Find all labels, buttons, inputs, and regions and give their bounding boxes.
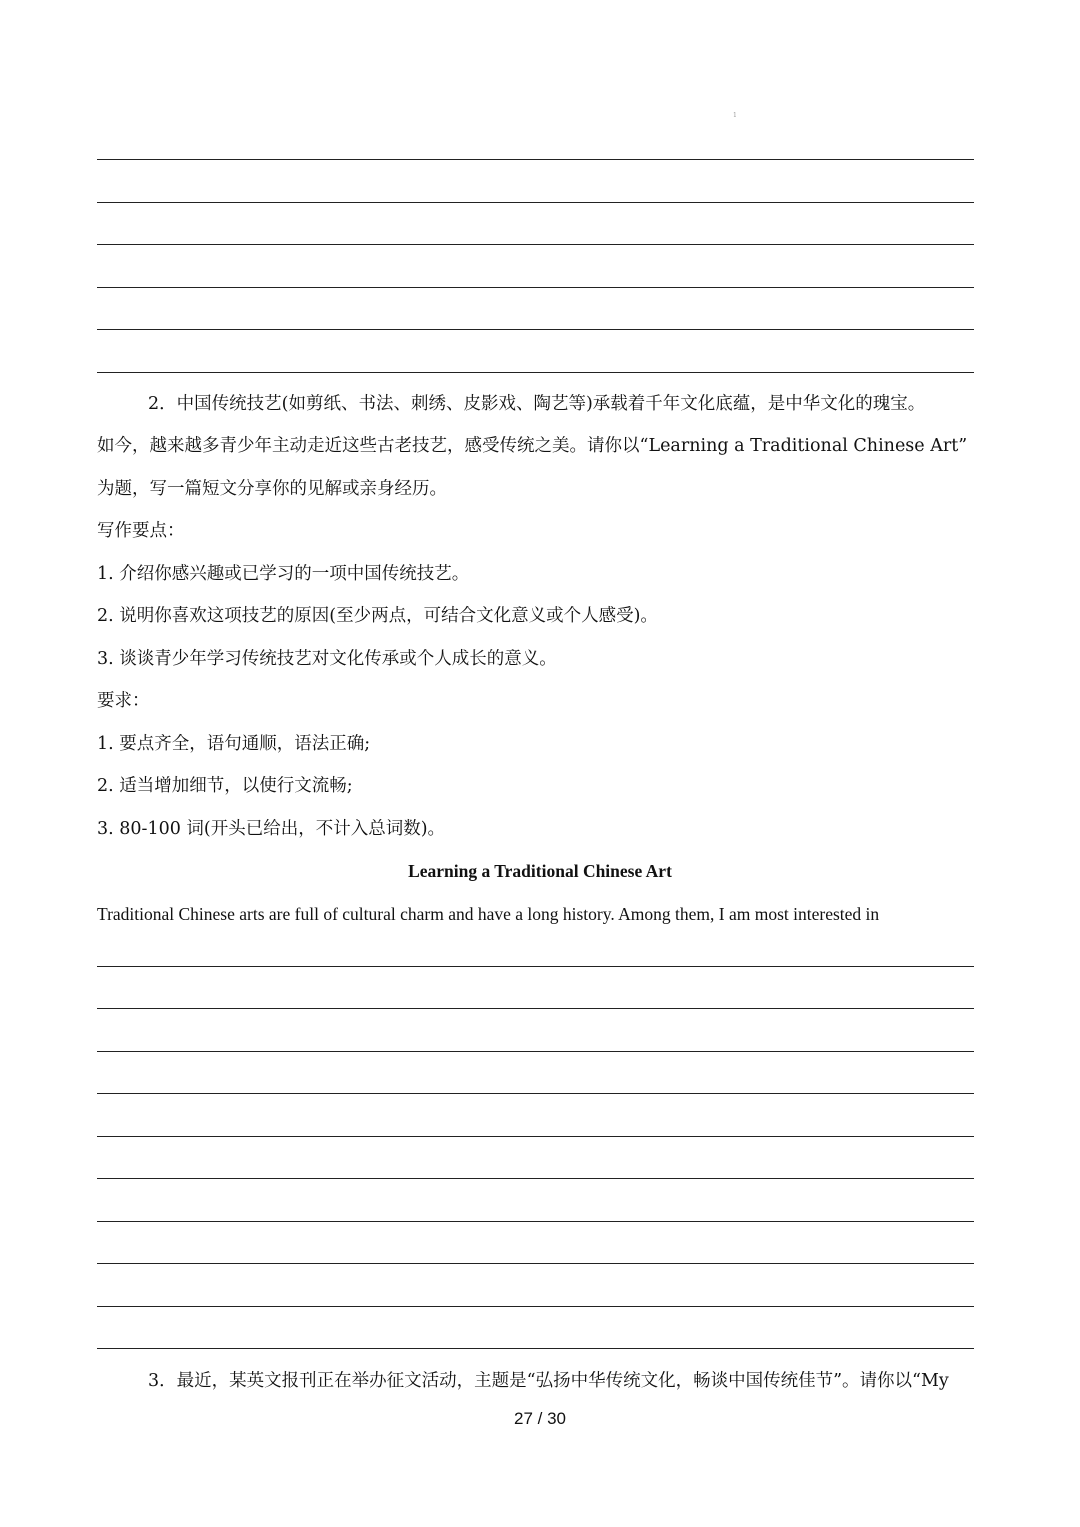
- answer-line[interactable]: [97, 244, 974, 245]
- question-2-line-2: 如今，越来越多青少年主动走近这些古老技艺，感受传统之美。请你以“Learning a Traditional Chinese Art”: [97, 436, 968, 456]
- answer-line[interactable]: [97, 1051, 974, 1052]
- page-mark: 1: [733, 112, 737, 119]
- requirements-heading: 要求：: [97, 691, 150, 711]
- requirement-item-1: 1. 要点齐全，语句通顺，语法正确;: [97, 734, 371, 754]
- points-heading: 写作要点：: [97, 521, 185, 541]
- answer-line[interactable]: [97, 1136, 974, 1137]
- essay-opening: Traditional Chinese arts are full of cultural charm and have a long history. Among them, I am most interested in: [97, 904, 880, 924]
- answer-line[interactable]: [97, 1008, 974, 1009]
- point-item-3: 3. 谈谈青少年学习传统技艺对文化传承或个人成长的意义。: [97, 649, 557, 669]
- point-item-1: 1. 介绍你感兴趣或已学习的一项中国传统技艺。: [97, 564, 470, 584]
- answer-line[interactable]: [97, 1263, 974, 1264]
- essay-title: Learning a Traditional Chinese Art: [408, 861, 672, 881]
- answer-line[interactable]: [97, 1348, 974, 1349]
- question-2-line-3: 为题，写一篇短文分享你的见解或亲身经历。: [97, 479, 447, 499]
- answer-line[interactable]: [97, 329, 974, 330]
- requirement-item-2: 2. 适当增加细节，以使行文流畅;: [97, 776, 353, 796]
- question-3-line-1: 3．最近，某英文报刊正在举办征文活动，主题是“弘扬中华传统文化，畅谈中国传统佳节”。请你以“My: [148, 1371, 949, 1391]
- answer-line[interactable]: [97, 1093, 974, 1094]
- point-item-2: 2. 说明你喜欢这项技艺的原因(至少两点，可结合文化意义或个人感受)。: [97, 606, 658, 626]
- answer-line[interactable]: [97, 966, 974, 967]
- answer-line[interactable]: [97, 1178, 974, 1179]
- answer-line[interactable]: [97, 1306, 974, 1307]
- requirement-item-3: 3. 80-100 词(开头已给出，不计入总词数)。: [97, 819, 446, 839]
- answer-line[interactable]: [97, 287, 974, 288]
- answer-line[interactable]: [97, 202, 974, 203]
- answer-line[interactable]: [97, 372, 974, 373]
- question-2-line-1: 2．中国传统技艺(如剪纸、书法、刺绣、皮影戏、陶艺等)承载着千年文化底蕴，是中华文化的瑰宝。: [148, 394, 926, 414]
- page-number: 27 / 30: [514, 1409, 566, 1428]
- answer-line[interactable]: [97, 159, 974, 160]
- answer-line[interactable]: [97, 1221, 974, 1222]
